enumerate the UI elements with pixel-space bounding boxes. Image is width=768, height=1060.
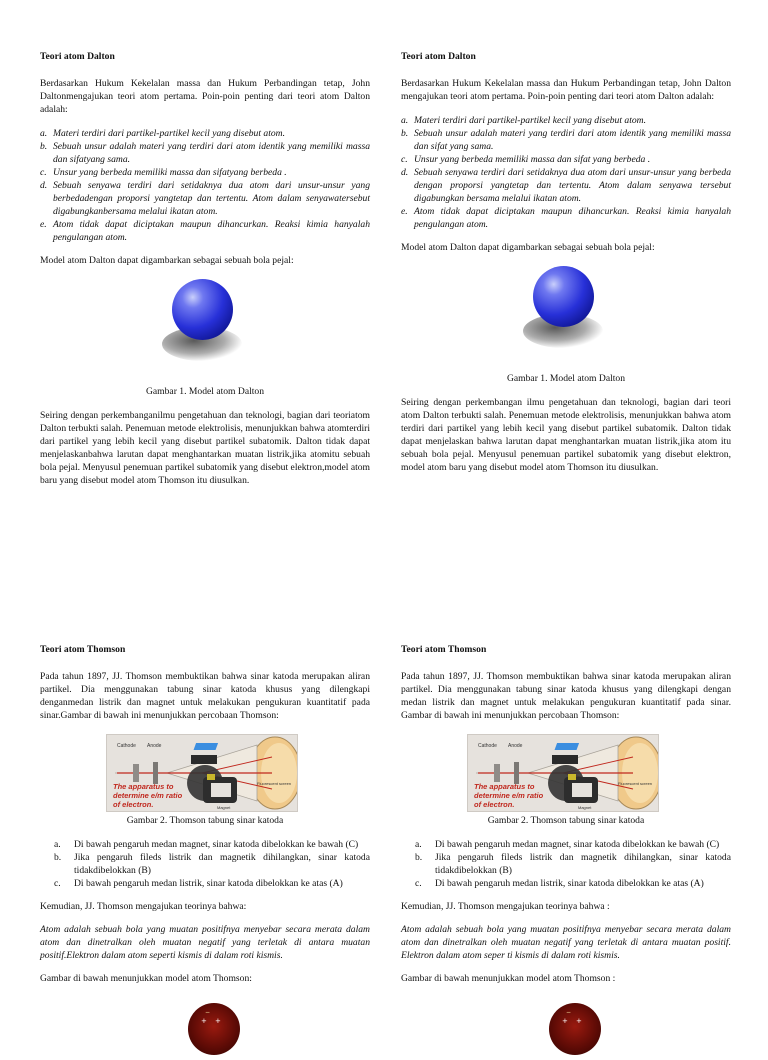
dalton-figure bbox=[40, 279, 370, 369]
thomson-model-text: Gambar di bawah menunjukkan model atom Thomson : bbox=[401, 973, 616, 984]
list-item: c. Di bawah pengaruh medan listrik, sinar katoda dibelokkan ke atas (A) bbox=[54, 878, 343, 889]
dalton-closing: Seiring dengan perkembanganilmu pengetahuan dan teknologi, bagian dari teoriatom Dalton terbukti salah. Penemuan metode elektrolisis, menunjukkan bahwa atomterdiri dari partikel yang lebih kecil yang disebut partikel subatomik. Dalton tidak dapat menjelaskanbahwa larutan dapat menghantarkan muatan listrik,jika atomitu sebuah bola pejal. Menyusul penemuan partikel subatomik yang disebut elektron,model atom baru yang disebut model atom Thomson itu diusulkan. bbox=[40, 410, 370, 486]
list-item: b. Sebuah unsur adalah materi yang terdiri dari atom identik yang memiliki massa dan sifatyang sama. bbox=[40, 141, 370, 165]
thomson-theory: Atom adalah sebuah bola yang muatan positifnya menyebar secara merata dalam atom dan dinetralkan oleh muatan negatif yang terletak di antara muatan positif.Elektron dalam atom seperti kismis di dalam roti kismis. bbox=[40, 924, 370, 961]
figure-caption: Gambar 1. Model atom Dalton bbox=[506, 373, 626, 384]
thomson-theory-intro: Kemudian, JJ. Thomson mengajukan teorinya bahwa: bbox=[40, 901, 247, 912]
list-item: b. Jika pengaruh fileds listrik dan magnetik dihilangkan, sinar katoda tidakdibelokkan (B) bbox=[54, 852, 370, 876]
dalton-model-text: Model atom Dalton dapat digambarkan sebagai sebuah bola pejal: bbox=[401, 242, 655, 253]
thomson-intro: Pada tahun 1897, JJ. Thomson membuktikan bahwa sinar katoda merupakan aliran partikel. Dia menggunakan tabung sinar katoda khusus yang dilengkapi dengan medan listrik dan magnet untuk melakukan pengukuran kuantitatif pada sinar. Gambar di bawah ini menunjukkan percobaan Thomson: bbox=[401, 671, 731, 721]
dalton-title: Teori atom Dalton bbox=[401, 51, 476, 62]
list-item: b. Sebuah unsur adalah materi yang terdiri dari atom identik yang memiliki massa dan sifat yang sama. bbox=[401, 128, 731, 152]
list-item: e. Atom tidak dapat diciptakan maupun dihancurkan. Reaksi kimia hanyalah pengulangan atom. bbox=[401, 206, 731, 230]
dalton-points bbox=[401, 114, 731, 231]
list-item: b. Jika pengaruh fileds listrik dan magnetik dihilangkan, sinar katoda tidakdibelokkan (B) bbox=[415, 852, 731, 876]
dalton-sphere-image bbox=[172, 279, 233, 340]
cathode-label: Cathode bbox=[117, 743, 136, 749]
list-item: e. Atom tidak dapat diciptakan maupun dihancurkan. Reaksi kimia hanyalah pengulangan atom. bbox=[40, 219, 370, 243]
thomson-model-text: Gambar di bawah menunjukkan model atom Thomson: bbox=[40, 973, 252, 984]
svg-text:+: + bbox=[215, 1017, 221, 1025]
thomson-observations bbox=[401, 838, 731, 890]
list-item: d. Sebuah senyawa terdiri dari setidaknya dua atom dari unsur-unsur yang berbeda dengan proporsi yangtetap dan tertentu. Atom dalam senyawa tersebut digabungkan bersama melalui ikatan atom. bbox=[401, 167, 731, 204]
thomson-title: Teori atom Thomson bbox=[401, 644, 487, 655]
screen-label: Fluorescent screen bbox=[618, 781, 653, 786]
list-item: a. Di bawah pengaruh medan magnet, sinar katoda dibelokkan ke bawah (C) bbox=[54, 839, 359, 850]
thomson-theory-intro: Kemudian, JJ. Thomson mengajukan teorinya bahwa : bbox=[401, 901, 610, 912]
list-item: c. Unsur yang berbeda memiliki massa dan sifat yang berbeda . bbox=[401, 154, 651, 165]
thomson-observations bbox=[40, 838, 370, 890]
dalton-closing: Seiring dengan perkembangan ilmu pengetahuan dan teknologi, bagian dari teori atom Dalton terbukti salah. Penemuan metode elektrolisis, menunjukkan bahwa atom terdiri dari partikel yang lebih kecil yang disebut partikel subatomik. Dalton tidak dapat menjelaskan bahwa larutan dapat menghantarkan muatan listrik,jika atom itu sebuah bola pejal. Menyusul penemuan partikel subatomik yang disebut elektron, model atom baru yang disebut model atom Thomson itu diusulkan. bbox=[401, 397, 731, 473]
apparatus-label-1: The apparatus to bbox=[113, 782, 174, 791]
dalton-section-right bbox=[401, 50, 731, 474]
anode-label: Anode bbox=[508, 743, 523, 749]
thomson-section-left bbox=[40, 643, 370, 985]
magnet-label: Magnet bbox=[578, 805, 592, 810]
thomson-atom-model-image bbox=[188, 1003, 240, 1055]
magnet-label: Magnet bbox=[217, 805, 231, 810]
apparatus-label-2: determine e/m ratio bbox=[113, 791, 183, 800]
thomson-intro: Pada tahun 1897, JJ. Thomson membuktikan bahwa sinar katoda merupakan aliran partikel. Dia menggunakan tabung sinar katoda khusus yang dilengkapi denganmedan listrik dan magnet untuk melakukan pengukuran kuantitatif pada sinar.Gambar di bawah ini menunjukkan percobaan Thomson: bbox=[40, 671, 370, 721]
dalton-intro: Berdasarkan Hukum Kekelalan massa dan Hukum Perbandingan tetap, John Daltonmengajukan teori atom pertama. Poin-poin penting dari teori atom Dalton adalah: bbox=[40, 78, 370, 115]
figure-caption: Gambar 2. Thomson tabung sinar katoda bbox=[487, 815, 645, 826]
cathode-label: Cathode bbox=[478, 743, 497, 749]
dalton-points bbox=[40, 127, 370, 244]
svg-text:−: − bbox=[205, 1009, 211, 1016]
apparatus-label-1: The apparatus to bbox=[474, 782, 535, 791]
list-item: a. Materi terdiri dari partikel-partikel kecil yang disebut atom. bbox=[401, 115, 646, 126]
svg-text:+: + bbox=[576, 1017, 582, 1025]
list-item: d. Sebuah senyawa terdiri dari setidaknya dua atom dari unsur-unsur yang berbedadengan proporsi yangtetap dan tertentu. Atom dalam senyawatersebut digabungkanbersama melalui ikatan atom. bbox=[40, 180, 370, 217]
list-item: a. Di bawah pengaruh medan magnet, sinar katoda dibelokkan ke bawah (C) bbox=[415, 839, 720, 850]
thomson-theory: Atom adalah sebuah bola yang muatan positifnya menyebar secara merata dalam atom dan dinetralkan oleh muatan negatif yang terletak di antara muatan positif. Elektron dalam atom seper ti kismis di dalam roti kismis. bbox=[401, 924, 731, 961]
apparatus-label-2: determine e/m ratio bbox=[474, 791, 544, 800]
figure-caption: Gambar 1. Model atom Dalton bbox=[145, 386, 265, 397]
anode-label: Anode bbox=[147, 743, 162, 749]
svg-text:+: + bbox=[562, 1017, 568, 1025]
thomson-section-right bbox=[401, 643, 731, 985]
list-item: c. Di bawah pengaruh medan listrik, sinar katoda dibelokkan ke atas (A) bbox=[415, 878, 704, 889]
thomson-apparatus-image bbox=[467, 734, 659, 812]
dalton-section-left bbox=[40, 50, 370, 487]
dalton-model-text: Model atom Dalton dapat digambarkan sebagai sebuah bola pejal: bbox=[40, 255, 294, 266]
list-item: c. Unsur yang berbeda memiliki massa dan sifatyang berbeda . bbox=[40, 167, 287, 178]
dalton-intro: Berdasarkan Hukum Kekelalan massa dan Hukum Perbandingan tetap, John Dalton mengajukan teori atom pertama. Poin-poin penting dari teori atom Dalton adalah: bbox=[401, 78, 731, 102]
list-item: a. Materi terdiri dari partikel-partikel kecil yang disebut atom. bbox=[40, 128, 285, 139]
dalton-figure bbox=[401, 266, 731, 356]
svg-text:−: − bbox=[566, 1009, 572, 1016]
figure-caption: Gambar 2. Thomson tabung sinar katoda bbox=[126, 815, 284, 826]
thomson-title: Teori atom Thomson bbox=[40, 644, 126, 655]
thomson-apparatus-image bbox=[106, 734, 298, 812]
svg-text:+: + bbox=[201, 1017, 207, 1025]
apparatus-label-3: of electron. bbox=[113, 800, 154, 809]
dalton-sphere-image bbox=[533, 266, 594, 327]
dalton-title: Teori atom Dalton bbox=[40, 51, 115, 62]
screen-label: Fluorescent screen bbox=[257, 781, 292, 786]
thomson-atom-model-image bbox=[549, 1003, 601, 1055]
apparatus-label-3: of electron. bbox=[474, 800, 515, 809]
